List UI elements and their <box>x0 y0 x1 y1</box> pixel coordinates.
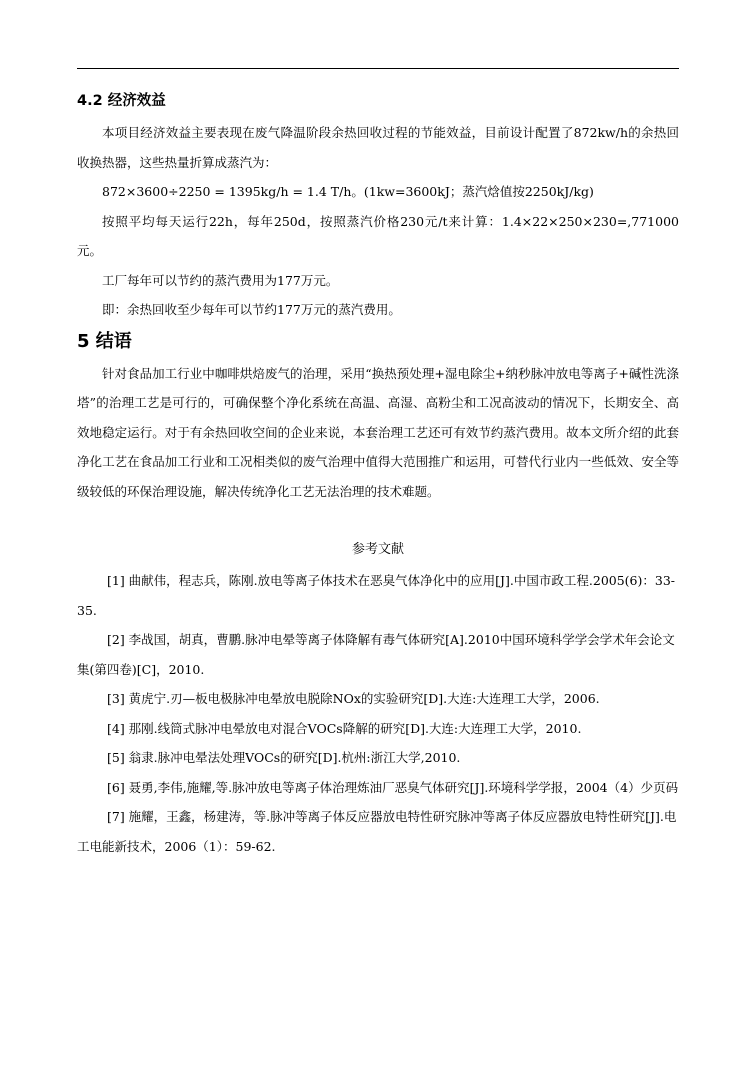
reference-item-4: [4] 那刚.线筒式脉冲电晕放电对混合VOCs降解的研究[D].大连:大连理工大学，2010. <box>107 720 582 736</box>
economic-paragraph-4: 即：余热回收至少每年可以节约177万元的蒸汽费用。 <box>102 302 401 317</box>
economic-formula-line: 872×3600÷2250 = 1395kg/h = 1.4 T/h。(1kw=3600kJ；蒸汽焓值按2250kJ/kg) <box>102 184 594 199</box>
conclusion-paragraph: 针对食品加工行业中咖啡烘焙废气的治理，采用“换热预处理+湿电除尘+纳秒脉冲放电等离子+碱性洗涤塔”的治理工艺是可行的，可确保整个净化系统在高温、高湿、高粉尘和工况高波动的情况下，长期安全、高效地稳定运行。对于有余热回收空间的企业来说，本套治理工艺还可有效节约蒸汽费用。故本文所介绍的此套净化工艺在食品加工行业和工况相类似的废气治理中值得大范围推广和运用，可替代行业内一些低效、安全等级较低的环保治理设施，解决传统净化工艺无法治理的技术难题。 <box>77 365 679 499</box>
economic-paragraph-1: 本项目经济效益主要表现在废气降温阶段余热回收过程的节能效益，目前设计配置了872kw/h的余热回收换热器，这些热量折算成蒸汽为： <box>77 125 679 170</box>
section-heading-4-2: 4.2 经济效益 <box>77 93 166 109</box>
reference-item-6: [6] 聂勇,李伟,施耀,等.脉冲放电等离子体治理炼油厂恶臭气体研究[J].环境科学学报，2004（4）少页码 <box>107 779 679 795</box>
economic-paragraph-3: 工厂每年可以节约的蒸汽费用为177万元。 <box>102 272 339 288</box>
section-spacer <box>77 506 679 536</box>
references-title: 参考文献 <box>351 542 404 557</box>
page-content <box>77 88 679 861</box>
header-rule <box>77 68 679 69</box>
reference-item-7: [7] 施耀，王鑫，杨建涛，等.脉冲等离子体反应器放电特性研究脉冲等离子体反应器放电特性研究[J].电工电能新技术，2006（1）：59-62. <box>77 809 677 854</box>
section-heading-5: 5 结语 <box>77 330 132 352</box>
reference-item-1: [1] 曲献伟，程志兵，陈刚.放电等离子体技术在恶臭气体净化中的应用[J].中国市政工程.2005(6)：33-35. <box>77 573 676 618</box>
reference-item-5: [5] 翁隶.脉冲电晕法处理VOCs的研究[D].杭州:浙江大学,2010. <box>107 750 461 765</box>
reference-item-2: [2] 李战国，胡真，曹鹏.脉冲电晕等离子体降解有毒气体研究[A].2010中国环境科学学会学术年会论文集(第四卷)[C]，2010. <box>77 632 675 677</box>
reference-item-3: [3] 黄虎宁.刃—板电极脉冲电晕放电脱除NOx的实验研究[D].大连:大连理工大学，2006. <box>107 691 600 706</box>
economic-paragraph-2: 按照平均每天运行22h，每年250d，按照蒸汽价格230元/t来计算：1.4×22×250×230=,771000元。 <box>77 213 679 258</box>
